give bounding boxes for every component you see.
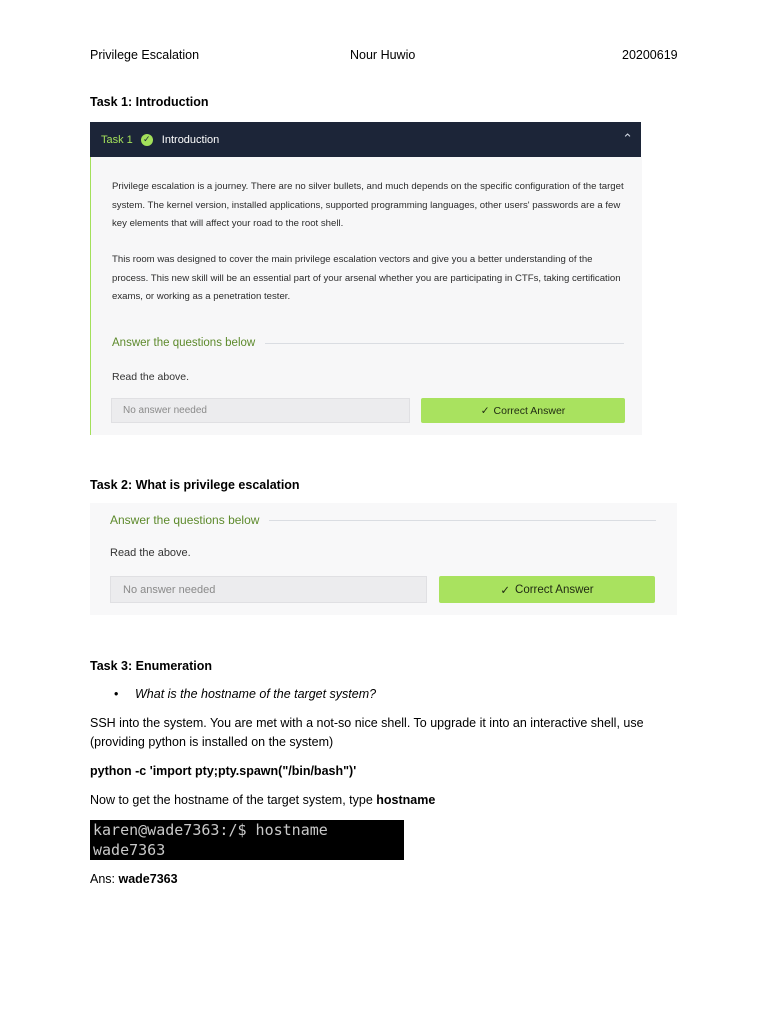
hostname-command: hostname [376, 793, 436, 807]
task2-card [90, 503, 677, 615]
task1-card [90, 122, 641, 435]
answer-input[interactable] [110, 576, 427, 603]
task1-heading: Task 1: Introduction [90, 95, 209, 109]
correct-answer-label: Correct Answer [493, 404, 566, 417]
doc-header-id: 20200619 [622, 48, 678, 62]
task-number-label: Task 1 [101, 133, 133, 146]
correct-answer-label: Correct Answer [515, 583, 594, 596]
python-command: python -c 'import pty;pty.spawn("/bin/bash")' [90, 764, 357, 778]
answer-questions-label: Answer the questions below [110, 513, 260, 527]
check-icon: ✓ [500, 584, 511, 597]
terminal-line: karen@wade7363:/$ hostname [93, 821, 328, 839]
doc-header-title: Privilege Escalation [90, 48, 200, 62]
bullet-icon: • [114, 687, 119, 701]
chevron-up-icon[interactable]: ⌃ [622, 131, 633, 146]
task3-heading: Task 3: Enumeration [90, 659, 213, 673]
divider [265, 343, 624, 344]
answer-questions-label: Answer the questions below [112, 337, 256, 349]
answer-questions-heading [112, 337, 624, 349]
question-bullet: What is the hostname of the target system? [135, 687, 377, 701]
doc-header-author: Nour Huwio [350, 48, 416, 62]
instruction-line-2: (providing python is installed on the system) [90, 735, 334, 749]
answer-placeholder: No answer needed [123, 405, 207, 416]
instruction-line-1: SSH into the system. You are met with a not-so nice shell. To upgrade it into an interactive shell, use [90, 716, 644, 730]
check-icon: ✓ [480, 404, 490, 417]
answer-label: Ans: [90, 872, 119, 886]
task2-heading: Task 2: What is privilege escalation [90, 478, 300, 492]
terminal-screenshot [90, 820, 404, 860]
task-description-paragraph: Privilege escalation is a journey. There are no silver bullets, and much depends on the specific configuration of the target system. The kernel version, installed applications, supported programming languages, other users' passwords are a few key elements that will affect your road to the root shell. [112, 181, 624, 229]
question-text: Read the above. [110, 547, 191, 559]
answer-questions-heading [110, 513, 656, 527]
check-circle-icon: ✓ [141, 134, 153, 146]
hostname-instruction-text: Now to get the hostname of the target system, type [90, 793, 377, 807]
task-description-paragraph: This room was designed to cover the main privilege escalation vectors and give you a better understanding of the process. This new skill will be an essential part of your arsenal whether you are participating in CTFs, taking certification exams, or working as a penetration tester. [112, 254, 621, 302]
task1-card-header[interactable] [90, 122, 641, 157]
divider [269, 520, 656, 521]
question-text: Read the above. [112, 371, 190, 383]
hostname-instruction [90, 793, 435, 807]
answer-input[interactable] [111, 398, 410, 423]
correct-answer-button[interactable] [421, 398, 625, 423]
answer-value: wade7363 [118, 872, 178, 886]
task1-card-body [90, 157, 642, 435]
answer-placeholder: No answer needed [123, 583, 216, 596]
answer-line [90, 872, 178, 886]
correct-answer-button[interactable] [439, 576, 655, 603]
terminal-line: wade7363 [93, 841, 166, 859]
task-title-label: Introduction [161, 133, 220, 146]
